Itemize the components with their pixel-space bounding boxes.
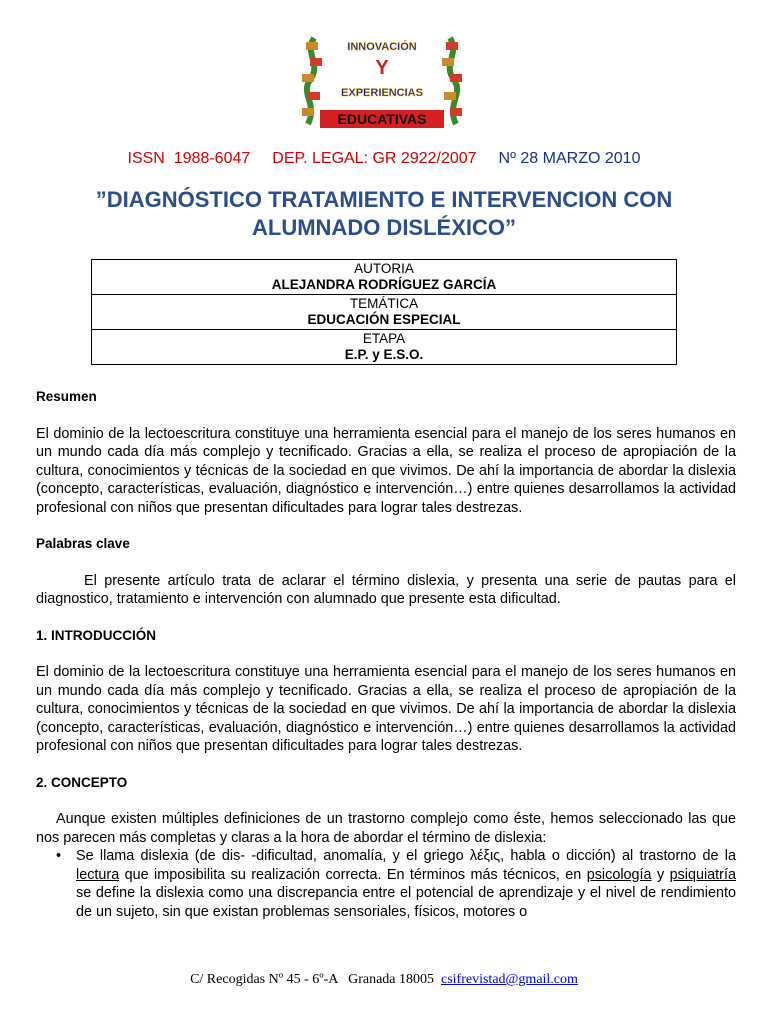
logo-text-y: Y — [375, 57, 389, 79]
bullet-text: se define la dislexia como una discrepancia entre el potencial de aprendizaje y el nivel de rendimiento de un sujeto, sin que existan problemas sensoriales, físicos, motores o — [76, 885, 736, 920]
keywords-heading: Palabras clave — [36, 536, 130, 551]
concept-text: Aunque existen múltiples definiciones de un trastorno complejo como éste, hemos seleccionado las que nos parecen más completas y claras a la hora de abordar el término de dislexia: — [36, 811, 736, 846]
right-vine-decoration — [442, 38, 462, 124]
issue-number-label: Nº — [498, 150, 516, 167]
left-vine-decoration — [302, 38, 322, 124]
footer-email-link[interactable]: csifrevistad@gmail.com — [441, 972, 578, 987]
resumen-text: El dominio de la lectoescritura constituye una herramienta esencial para el manejo de los seres humanos en un mundo cada día más complejo y tecnificado. Gracias a ella, se realiza el proceso de apropiación de la cultura, conocimientos y técnicas de la sociedad en que vivimos. De ahí la importancia de abordar la dislexia (concepto, características, evaluación, diagnóstico e intervención…) entre quienes desarrollamos la actividad profesional con niños que presentan dificultades para lograr tales destrezas. — [36, 425, 736, 516]
introduction-heading: 1. INTRODUCCIÓN — [36, 627, 157, 643]
bullet-text: y — [651, 866, 670, 883]
bullet-text: que imposibilita su realización correcta. En términos más técnicos, en — [119, 866, 587, 883]
bullet-text: Se llama dislexia (de dis- -dificultad, anomalía, y el griego λέξις, habla o dicción) al trastorno de la — [76, 848, 736, 864]
link-lectura[interactable]: lectura — [76, 866, 120, 883]
legal-deposit-text: DEP. LEGAL: GR 2922/2007 — [272, 150, 477, 167]
resumen-heading: Resumen — [36, 389, 97, 404]
introduction-text: El dominio de la lectoescritura constituye una herramienta esencial para el manejo de los seres humanos en un mundo cada día más complejo y tecnificado. Gracias a ella, se realiza el proceso de apropiación de la cultura, conocimientos y técnicas de la sociedad en que vivimos. De ahí la importancia de abordar la dislexia (concepto, características, evaluación, diagnóstico e intervención…) entre quienes desarrollamos la actividad profesional con niños que presentan dificultades para lograr tales destrezas. — [36, 664, 736, 754]
issn-text: ISSN 1988-6047 — [127, 150, 251, 167]
link-psicologia[interactable]: psicología — [586, 866, 652, 883]
meta-value-topic: EDUCACIÓN ESPECIAL — [307, 312, 461, 327]
meta-label-autoria — [92, 260, 677, 295]
publication-info — [0, 150, 768, 168]
article-title: ”DIAGNÓSTICO TRATAMIENTO E INTERVENCION CON ALUMNADO DISLÉXICO” — [95, 187, 673, 240]
meta-label-tematica — [92, 295, 677, 330]
meta-value-author: ALEJANDRA RODRÍGUEZ GARCÍA — [271, 277, 497, 292]
meta-label: AUTORIA — [354, 261, 414, 276]
keywords-text: El presente artículo trata de aclarar el término dislexia, y presenta una serie de pautas para el diagnostico, tratamiento e intervención con alumnado que presente esta dificultad. — [36, 572, 736, 607]
meta-label-etapa — [92, 330, 677, 365]
logo-text-experiencias: EXPERIENCIAS — [341, 87, 423, 99]
list-item — [56, 847, 736, 921]
article-metadata-table — [91, 259, 677, 365]
issue-date-text: 28 MARZO 2010 — [520, 150, 641, 167]
logo-text-educativas: EDUCATIVAS — [337, 111, 427, 127]
bullet-icon: • — [56, 848, 62, 864]
magazine-logo — [296, 34, 468, 130]
logo-text-innovacion: INNOVACIÓN — [347, 41, 417, 53]
meta-label: TEMÁTICA — [349, 296, 419, 311]
page-footer — [0, 972, 768, 988]
link-psiquiatria[interactable]: psiquiatría — [669, 866, 736, 883]
article-body — [36, 388, 736, 921]
concept-list — [36, 847, 736, 921]
meta-value-stage: E.P. y E.S.O. — [344, 347, 424, 362]
meta-label: ETAPA — [362, 331, 406, 346]
concept-heading: 2. CONCEPTO — [36, 774, 128, 790]
footer-address: C/ Recogidas Nº 45 - 6º-A Granada 18005 — [190, 972, 441, 987]
